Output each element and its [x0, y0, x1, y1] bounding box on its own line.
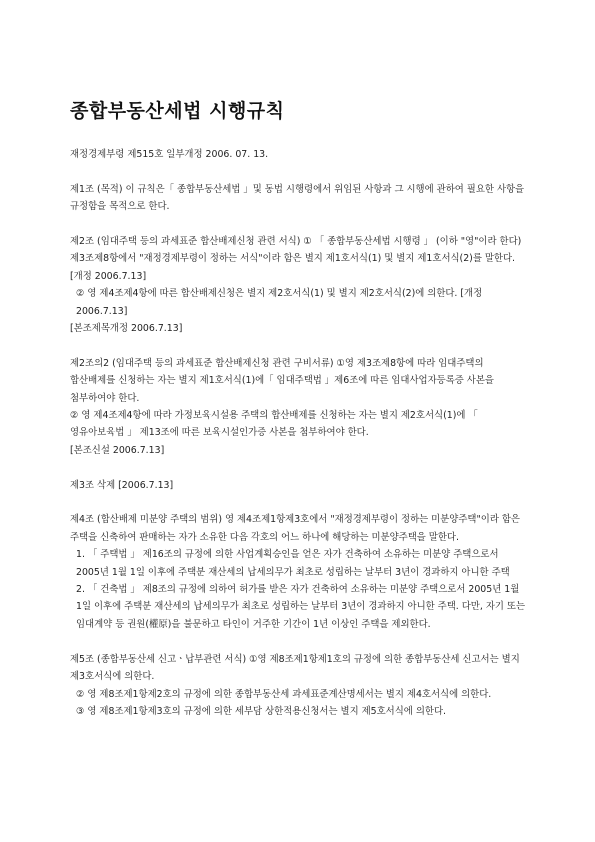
article-4-item-1: 1. 「 주택법 」 제16조의 규정에 의한 사업계획승인을 얻은 자가 건축하여 소유하는 미분양 주택으로서 2005년 1월 1일 이후에 주택분 재산세의 납세의무가 최초로 성립하는 날부터 3년이 경과하지 아니한 주택: [76, 549, 510, 578]
article-4-item-2: 2. 「 건축법 」 제8조의 규정에 의하여 허가를 받은 자가 건축하여 소유하는 미분양 주택으로서 2005년 1월 1일 이후에 주택분 재산세의 납세의무가 최초로 성립하는 날부터 3년이 경과하지 아니한 주택. 다만, 자기 또는 임대계약 등 권원(權原)을 불문하고 타인이 거주한 기간이 1년 이상인 주택을 제외한다.: [76, 584, 526, 630]
article-5-para-2: ② 영 제8조제1항제2호의 규정에 의한 종합부동산세 과세표준계산명세서는 별지 제4호서식에 의한다.: [76, 688, 492, 700]
article-4-para-1: 제4조 (합산배제 미분양 주택의 범위) 영 제4조제1항제3호에서 "재정경제부령이 정하는 미분양주택"이라 함은 주택을 신축하여 판매하는 자가 소유한 다음 각호의 어느 하나에 해당하는 미분양주택을 말한다.: [70, 514, 520, 543]
article-1: 제1조 (목적) 이 규칙은「 종합부동산세법 」및 동법 시행령에서 위임된 사항과 그 시행에 관하여 필요한 사항을 규정함을 목적으로 한다.: [70, 183, 525, 213]
article-2-2-note: [본조신설 2006.7.13]: [70, 444, 165, 456]
article-2-note: [본조제목개정 2006.7.13]: [70, 323, 183, 335]
article-5-para-3: ③ 영 제8조제1항제3호의 규정에 의한 세부담 상한적용신청서는 별지 제5호서식에 의한다.: [76, 705, 446, 717]
article-2-2-para-2: ② 영 제4조제4항에 따라 가정보육시설용 주택의 합산배제를 신청하는 자는 별지 제2호서식(1)에 「 영유아보육법 」 제13조에 따른 보육시설인가증 사본을 첨부하여야 한다.: [70, 410, 478, 439]
article-2-para-1: 제2조 (임대주택 등의 과세표준 합산배제신청 관련 서식) ① 「 종합부동산세법 시행령 」 (이하 "영"이라 한다) 제3조제8항에서 "재정경제부령이 정하는 서식"이라 함은 별지 제1호서식(1) 및 별지 제1호서식(2)를 말한다. [개정 2006.7.13]: [70, 236, 522, 282]
document-body: [70, 146, 526, 720]
article-2-2-para-1: 제2조의2 (임대주택 등의 과세표준 합산배제신청 관련 구비서류) ①영 제3조제8항에 따라 임대주택의 합산배제를 신청하는 자는 별지 제1호서식(1)에「 임대주택법 」제6조에 따른 임대사업자등록증 사본을 첨부하여야 한다.: [70, 357, 494, 404]
article-5-para-1: 제5조 (종합부동산세 신고ㆍ납부관련 서식) ①영 제8조제1항제1호의 규정에 의한 종합부동산세 신고서는 별지 제3호서식에 의한다.: [70, 653, 520, 683]
article-3: 제3조 삭제 [2006.7.13]: [70, 479, 174, 491]
article-2-para-2: ② 영 제4조제4항에 따른 합산배제신청은 별지 제2호서식(1) 및 별지 제2호서식(2)에 의한다. [개정 2006.7.13]: [76, 288, 483, 317]
revision-line: 재정경제부령 제515호 일부개정 2006. 07. 13.: [70, 149, 269, 160]
document-title: 종합부동산세법 시행규칙: [70, 100, 285, 122]
